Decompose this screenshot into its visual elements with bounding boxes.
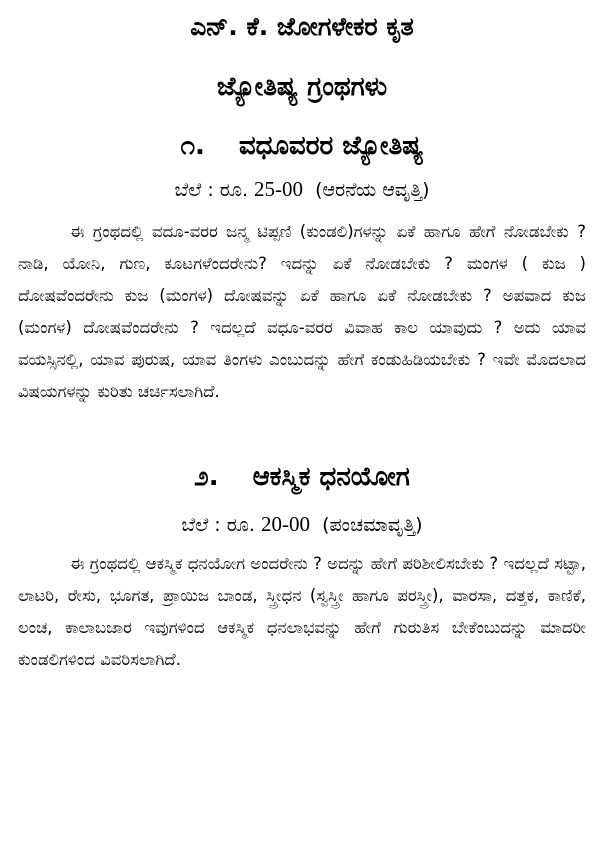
series-title: ಜ್ಯೋತಿಷ್ಯ ಗ್ರಂಥಗಳು [216,72,388,102]
book-number: ೨. [194,461,219,492]
price-value: 25-00 [254,177,304,202]
price-label: ಬೆಲೆ : [181,513,221,536]
edition-note: (ಪಂಚಮಾವೃತ್ತಿ) [322,513,423,536]
book-title-text: ವಧೂವರರ ಜ್ಯೋತಿಷ್ಯ [238,131,424,162]
book-number: ೧. [180,131,205,162]
book-section-2 [18,462,586,676]
price-currency: ರೂ. [226,513,255,536]
price-line [18,511,586,538]
edition-note: (ಆರನೆಯ ಆವೃತ್ತಿ) [315,179,430,202]
price-value: 20-00 [260,511,310,536]
price-line [18,176,586,203]
book-title [18,462,586,493]
section-spacer [18,408,586,462]
author-line: ಎನ್‌. ಕೆ. ಜೋಗಳೇಕರ ಕೃತ [190,12,414,41]
price-currency: ರೂ. [219,179,248,202]
book-section-1 [18,131,586,407]
book-title-text: ಆಕಸ್ಮಿಕ ಧನಯೋಗ [252,461,410,492]
price-label: ಬೆಲೆ : [174,179,214,202]
book-description: ಈ ಗ್ರಂಥದಲ್ಲಿ ವದೂ-ವರರ ಜನ್ಮ ಟಿಪ್ಪಣಿ (ಕುಂಡಲಿ)ಗಳನ್ನು ಏಕೆ ಹಾಗೂ ಹೇಗೆ ನೋಡಬೇಕು ? ನಾಡಿ, ಯೋನಿ, ಗುಣ, ಕೂಟಗಳೆಂದರೇನು? ಇದನ್ನು ಏಕೆ ನೋಡಬೇಕು ? ಮಂಗಳ ( ಕುಜ ) ದೋಷವೆಂದರೇನು ಕುಜ (ಮಂಗಳ) ದೋಷವನ್ನು ಏಕೆ ಹಾಗೂ ಏಕೆ ನೋಡಬೇಕು ? ಅಪವಾದ ಕುಜ (ಮಂಗಳ) ದೋಷವೆಂದರೇನು ? ಇದಲ್ಲದೆ ವಧೂ-ವರರ ವಿವಾಹ ಕಾಲ ಯಾವುದು ? ಅದು ಯಾವ ವಯಸ್ಸಿನಲ್ಲಿ, ಯಾವ ಪುರುಷ, ಯಾವ ತಿಂಗಳು ಎಂಬುದನ್ನು ಹೇಗೆ ಕಂಡುಹಿಡಿಯಬೇಕು ? ಇವೇ ಮೊದಲಾದ ವಿಷಯಗಳನ್ನು ಕುರಿತು ಚರ್ಚಿಸಲಾಗಿದೆ. [18,221,586,401]
book-title [18,131,586,162]
book-description: ಈ ಗ್ರಂಥದಲ್ಲಿ ಆಕಸ್ಮಿಕ ಧನಯೋಗ ಅಂದರೇನು ? ಅದನ್ನು ಹೇಗೆ ಪರಿಶೀಲಿಸಬೇಕು ? ಇದಲ್ಲದೆ ಸಟ್ಟಾ, ಲಾಟರಿ, ರೇಸು, ಭೂಗತ, ಪ್ರಾಯಿಜ ಬಾಂಡ, ಸ್ತ್ರೀಧನ (ಸ್ವಸ್ತ್ರೀ ಹಾಗೂ ಪರಸ್ತ್ರೀ), ವಾರಸಾ, ದತ್ತಕ, ಕಾಣಿಕೆ, ಲಂಚ, ಕಾಲಾಬಜಾರ ಇವುಗಳಿಂದ ಆಕಸ್ಮಿಕ ಧನಲಾಭವನ್ನು ಹೇಗೆ ಗುರುತಿಸ ಬೇಕೆಂಬುದನ್ನು ಮಾದರೀ ಕುಂಡಲಿಗಳಿಂದ ವಿವರಿಸಲಾಗಿದೆ. [18,554,586,670]
